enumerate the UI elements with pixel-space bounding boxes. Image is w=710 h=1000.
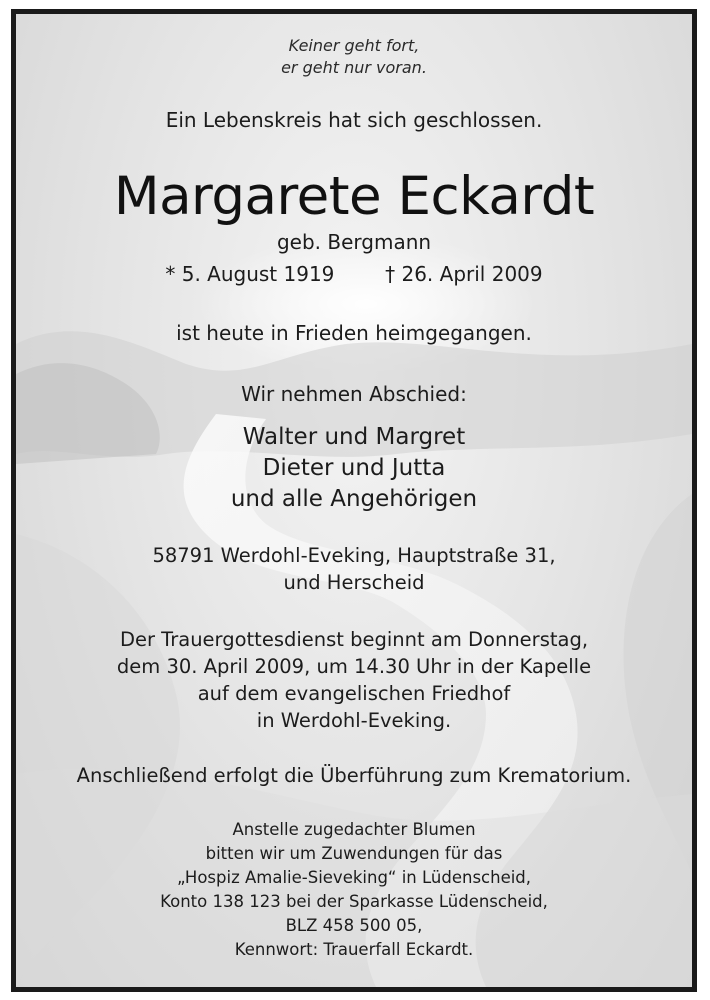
address-line-1: 58791 Werdohl-Eveking, Hauptstraße 31, (152, 544, 556, 567)
family-line-2: Dieter und Jutta (262, 455, 446, 481)
death-date: † 26. April 2009 (385, 262, 543, 286)
family-line-1: Walter und Margret (242, 424, 466, 450)
donation-line-3: „Hospiz Amalie-Sieveking“ in Lüdenscheid, (176, 868, 532, 887)
donation-line-5: BLZ 458 500 05, (285, 916, 423, 935)
address-line-2: und Herscheid (283, 571, 425, 594)
service-line-4: in Werdohl-Eveking. (256, 709, 452, 732)
donation-line-1: Anstelle zugedachter Blumen (232, 820, 476, 839)
motto-line-2: er geht nur voran. (281, 58, 427, 77)
service-line-3: auf dem evangelischen Friedhof (197, 682, 511, 705)
donation-line-4: Konto 138 123 bei der Sparkasse Lüdenscheid, (160, 892, 548, 911)
notice-text (16, 14, 692, 987)
cremation-line: Anschließend erfolgt die Überführung zum Krematorium. (76, 764, 632, 787)
intro-line: Ein Lebenskreis hat sich geschlossen. (165, 108, 543, 132)
life-dates (16, 262, 692, 286)
birth-date: * 5. August 1919 (165, 262, 335, 286)
family-line-3: und alle Angehörigen (230, 486, 478, 512)
motto-line-1: Keiner geht fort, (288, 36, 420, 55)
donation-line-6: Kennwort: Trauerfall Eckardt. (234, 940, 474, 959)
passing-line: ist heute in Frieden heimgegangen. (176, 321, 532, 345)
deceased-name: Margarete Eckardt (113, 166, 595, 227)
donation-line-2: bitten wir um Zuwendungen für das (205, 844, 503, 863)
service-line-1: Der Trauergottesdienst beginnt am Donnerstag, (119, 628, 589, 651)
farewell-line: Wir nehmen Abschied: (241, 382, 467, 406)
maiden-name: geb. Bergmann (276, 230, 432, 254)
obituary-notice (11, 9, 697, 992)
service-line-2: dem 30. April 2009, um 14.30 Uhr in der Kapelle (116, 655, 592, 678)
